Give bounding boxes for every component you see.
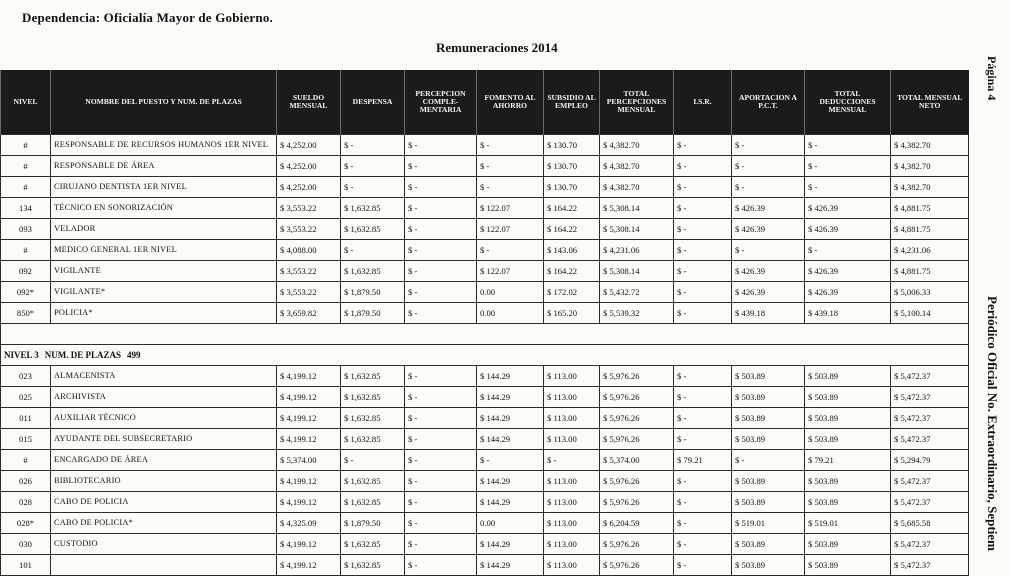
column-header: I.S.R. — [674, 70, 732, 135]
amount-cell: $ - — [674, 156, 732, 177]
nivel-cell: 092* — [1, 282, 51, 303]
amount-cell: $ 143.06 — [544, 240, 600, 261]
table-row — [1, 429, 969, 450]
amount-cell: $ 426.39 — [732, 261, 805, 282]
amount-cell: $ 6,204.59 — [600, 513, 674, 534]
amount-cell: $ - — [405, 135, 477, 156]
nivel-cell: # — [1, 156, 51, 177]
puesto-cell: BIBLIOTECARIO — [51, 471, 277, 492]
nivel-cell: # — [1, 450, 51, 471]
nivel-cell: 026 — [1, 471, 51, 492]
puesto-cell: VIGILANTE — [51, 261, 277, 282]
amount-cell: $ 5,976.26 — [600, 387, 674, 408]
amount-cell: $ 113.00 — [544, 555, 600, 576]
amount-cell: $ 4,325.09 — [277, 513, 341, 534]
table-row — [1, 513, 969, 534]
amount-cell: $ 113.00 — [544, 429, 600, 450]
amount-cell: $ - — [477, 177, 544, 198]
table-row — [1, 387, 969, 408]
amount-cell: $ 1,879.50 — [341, 303, 405, 324]
amount-cell: $ 113.00 — [544, 387, 600, 408]
amount-cell: $ 4,382.70 — [600, 135, 674, 156]
nivel-cell: 023 — [1, 366, 51, 387]
amount-cell: $ 503.89 — [805, 429, 891, 450]
amount-cell: $ - — [477, 135, 544, 156]
amount-cell: $ 4,382.70 — [891, 177, 969, 198]
amount-cell: $ 130.70 — [544, 177, 600, 198]
column-header: SUELDO MENSUAL — [277, 70, 341, 135]
amount-cell: $ 5,472.37 — [891, 408, 969, 429]
puesto-cell: ENCARGADO DE ÁREA — [51, 450, 277, 471]
amount-cell: $ - — [405, 303, 477, 324]
amount-cell: $ - — [732, 135, 805, 156]
amount-cell: $ 79.21 — [805, 450, 891, 471]
amount-cell: $ 1,879.50 — [341, 282, 405, 303]
table-row — [1, 219, 969, 240]
document-title: Remuneraciones 2014 — [436, 40, 558, 55]
column-header: NOMBRE DEL PUESTO Y NUM. DE PLAZAS — [51, 70, 277, 135]
amount-cell: 0.00 — [477, 513, 544, 534]
puesto-cell: MEDICO GENERAL 1ER NIVEL — [51, 240, 277, 261]
amount-cell: $ 426.39 — [805, 282, 891, 303]
amount-cell: $ 1,632.85 — [341, 366, 405, 387]
amount-cell: $ 113.00 — [544, 492, 600, 513]
amount-cell: $ - — [405, 198, 477, 219]
amount-cell: $ - — [732, 156, 805, 177]
amount-cell: $ 1,632.85 — [341, 492, 405, 513]
amount-cell: $ 113.00 — [544, 366, 600, 387]
amount-cell: $ 4,199.12 — [277, 429, 341, 450]
amount-cell: $ 439.18 — [732, 303, 805, 324]
puesto-cell — [51, 555, 277, 576]
table-row — [1, 408, 969, 429]
nivel-cell: 028* — [1, 513, 51, 534]
table-row — [1, 240, 969, 261]
amount-cell: $ 5,472.37 — [891, 387, 969, 408]
table-row — [1, 471, 969, 492]
table-row — [1, 198, 969, 219]
amount-cell: $ 5,685.58 — [891, 513, 969, 534]
nivel-cell: 850* — [1, 303, 51, 324]
amount-cell: $ 1,879.50 — [341, 513, 405, 534]
amount-cell: $ 519.01 — [732, 513, 805, 534]
amount-cell: $ 5,472.37 — [891, 366, 969, 387]
amount-cell: $ - — [341, 135, 405, 156]
nivel-cell: 134 — [1, 198, 51, 219]
amount-cell: 0.00 — [477, 282, 544, 303]
amount-cell: $ 503.89 — [805, 492, 891, 513]
amount-cell: $ - — [674, 471, 732, 492]
amount-cell: $ 5,976.26 — [600, 471, 674, 492]
puesto-cell: CIRUJANO DENTISTA 1ER NIVEL — [51, 177, 277, 198]
amount-cell: $ - — [405, 156, 477, 177]
amount-cell: $ 519.01 — [805, 513, 891, 534]
puesto-cell: AUXILIAR TÉCNICO — [51, 408, 277, 429]
amount-cell: $ 3,553.22 — [277, 282, 341, 303]
amount-cell: $ 144.29 — [477, 429, 544, 450]
column-header: DESPENSA — [341, 70, 405, 135]
amount-cell: $ 130.70 — [544, 156, 600, 177]
amount-cell: $ 5,308.14 — [600, 219, 674, 240]
amount-cell: $ - — [405, 534, 477, 555]
amount-cell: $ 5,006.33 — [891, 282, 969, 303]
amount-cell: $ 426.39 — [805, 261, 891, 282]
amount-cell: $ 5,308.14 — [600, 198, 674, 219]
table-header — [1, 70, 969, 135]
amount-cell: $ 5,976.26 — [600, 366, 674, 387]
amount-cell: $ - — [732, 240, 805, 261]
amount-cell: $ - — [405, 240, 477, 261]
amount-cell: $ 1,632.85 — [341, 198, 405, 219]
amount-cell: $ - — [674, 555, 732, 576]
amount-cell: $ 4,252.00 — [277, 135, 341, 156]
amount-cell: $ - — [405, 471, 477, 492]
amount-cell: $ - — [674, 240, 732, 261]
amount-cell: 0.00 — [477, 303, 544, 324]
amount-cell: $ 503.89 — [732, 492, 805, 513]
amount-cell: $ 1,632.85 — [341, 429, 405, 450]
amount-cell: $ - — [477, 450, 544, 471]
puesto-cell: AYUDANTE DEL SUBSECRETARIO — [51, 429, 277, 450]
puesto-cell: CABO DE POLICIA* — [51, 513, 277, 534]
amount-cell: $ 4,199.12 — [277, 534, 341, 555]
amount-cell: $ 144.29 — [477, 555, 544, 576]
amount-cell: $ 503.89 — [805, 471, 891, 492]
amount-cell: $ - — [405, 261, 477, 282]
amount-cell: $ 503.89 — [732, 555, 805, 576]
table-row — [1, 492, 969, 513]
amount-cell: $ - — [674, 513, 732, 534]
amount-cell: $ - — [674, 261, 732, 282]
amount-cell: $ - — [805, 156, 891, 177]
amount-cell: $ 5,472.37 — [891, 471, 969, 492]
spacer-cell — [1, 324, 969, 345]
spacer-row — [1, 324, 969, 345]
amount-cell: $ 503.89 — [732, 471, 805, 492]
amount-cell: $ - — [674, 429, 732, 450]
amount-cell: $ 439.18 — [805, 303, 891, 324]
amount-cell: $ 503.89 — [732, 408, 805, 429]
amount-cell: $ 503.89 — [805, 387, 891, 408]
puesto-cell: CABO DE POLICIA — [51, 492, 277, 513]
amount-cell: $ 5,374.00 — [600, 450, 674, 471]
amount-cell: $ 5,976.26 — [600, 555, 674, 576]
amount-cell: $ 3,553.22 — [277, 219, 341, 240]
amount-cell: $ - — [805, 240, 891, 261]
puesto-cell: RESPONSABLE DE RECURSOS HUMANOS 1ER NIVEL — [51, 135, 277, 156]
table-row — [1, 156, 969, 177]
amount-cell: $ 5,976.26 — [600, 429, 674, 450]
amount-cell: $ 1,632.85 — [341, 408, 405, 429]
column-header: TOTAL PERCEPCIONES MENSUAL — [600, 70, 674, 135]
nivel-cell: # — [1, 135, 51, 156]
amount-cell: $ 4,199.12 — [277, 387, 341, 408]
amount-cell: $ 4,881.75 — [891, 198, 969, 219]
amount-cell: $ 1,632.85 — [341, 219, 405, 240]
amount-cell: $ - — [732, 177, 805, 198]
amount-cell: $ - — [405, 492, 477, 513]
journal-label: Periódico Oficial No. Extraordinario, Septiem — [985, 296, 1000, 551]
amount-cell: $ - — [405, 366, 477, 387]
nivel-cell: 093 — [1, 219, 51, 240]
amount-cell: $ 426.39 — [805, 198, 891, 219]
amount-cell: $ 5,432.72 — [600, 282, 674, 303]
amount-cell: $ 5,472.37 — [891, 555, 969, 576]
amount-cell: $ - — [805, 177, 891, 198]
amount-cell: $ 144.29 — [477, 408, 544, 429]
amount-cell: $ - — [732, 450, 805, 471]
nivel-cell: 025 — [1, 387, 51, 408]
puesto-cell: RESPONSABLE DE ÁREA — [51, 156, 277, 177]
amount-cell: $ 4,881.75 — [891, 219, 969, 240]
puesto-cell: VELADOR — [51, 219, 277, 240]
table-row — [1, 366, 969, 387]
amount-cell: $ 5,472.37 — [891, 534, 969, 555]
amount-cell: $ - — [477, 156, 544, 177]
amount-cell: $ 4,881.75 — [891, 261, 969, 282]
puesto-cell: VIGILANTE* — [51, 282, 277, 303]
column-header: APORTACION A P.C.T. — [732, 70, 805, 135]
amount-cell: $ 164.22 — [544, 261, 600, 282]
amount-cell: $ 144.29 — [477, 471, 544, 492]
amount-cell: $ - — [405, 219, 477, 240]
amount-cell: $ - — [674, 387, 732, 408]
amount-cell: $ 5,539.32 — [600, 303, 674, 324]
puesto-cell: TÉCNICO EN SONORIZACIÓN — [51, 198, 277, 219]
amount-cell: $ - — [674, 408, 732, 429]
amount-cell: $ 503.89 — [732, 534, 805, 555]
amount-cell: $ 5,472.37 — [891, 429, 969, 450]
amount-cell: $ 4,231.06 — [891, 240, 969, 261]
amount-cell: $ 503.89 — [732, 366, 805, 387]
amount-cell: $ 164.22 — [544, 198, 600, 219]
nivel-cell: # — [1, 177, 51, 198]
amount-cell: $ - — [405, 408, 477, 429]
amount-cell: $ - — [405, 429, 477, 450]
level-nivel: NIVEL 3 — [4, 350, 39, 360]
amount-cell: $ - — [674, 492, 732, 513]
column-header: NIVEL — [1, 70, 51, 135]
amount-cell: $ 4,199.12 — [277, 366, 341, 387]
remuneraciones-table — [0, 70, 969, 576]
amount-cell: $ 1,632.85 — [341, 261, 405, 282]
puesto-cell: POLICIA* — [51, 303, 277, 324]
table-row — [1, 135, 969, 156]
amount-cell: $ 3,553.22 — [277, 198, 341, 219]
amount-cell: $ 122.07 — [477, 261, 544, 282]
amount-cell: $ 4,199.12 — [277, 471, 341, 492]
table-row — [1, 555, 969, 576]
amount-cell: $ 4,382.70 — [600, 156, 674, 177]
amount-cell: $ - — [341, 450, 405, 471]
amount-cell: $ - — [674, 282, 732, 303]
amount-cell: $ 4,199.12 — [277, 408, 341, 429]
amount-cell: $ 113.00 — [544, 408, 600, 429]
amount-cell: $ - — [341, 240, 405, 261]
nivel-cell: 101 — [1, 555, 51, 576]
amount-cell: $ 4,382.70 — [891, 156, 969, 177]
column-header: SUBSIDIO AL EMPLEO — [544, 70, 600, 135]
amount-cell: $ - — [405, 282, 477, 303]
amount-cell: $ 113.00 — [544, 513, 600, 534]
column-header: FOMENTO AL AHORRO — [477, 70, 544, 135]
amount-cell: $ 113.00 — [544, 534, 600, 555]
column-header: PERCEPCION COMPLE-MENTARIA — [405, 70, 477, 135]
amount-cell: $ - — [405, 555, 477, 576]
amount-cell: $ 4,382.70 — [891, 135, 969, 156]
amount-cell: $ 3,553.22 — [277, 261, 341, 282]
amount-cell: $ - — [405, 513, 477, 534]
table-row — [1, 450, 969, 471]
column-header: TOTAL DEDUCCIONES MENSUAL — [805, 70, 891, 135]
level-plazas-count: 499 — [127, 350, 141, 360]
amount-cell: $ 79.21 — [674, 450, 732, 471]
puesto-cell: CUSTODIO — [51, 534, 277, 555]
amount-cell: $ 503.89 — [732, 387, 805, 408]
nivel-cell: # — [1, 240, 51, 261]
amount-cell: $ - — [341, 177, 405, 198]
amount-cell: $ 113.00 — [544, 471, 600, 492]
amount-cell: $ 165.20 — [544, 303, 600, 324]
amount-cell: $ 503.89 — [732, 429, 805, 450]
amount-cell: $ 144.29 — [477, 534, 544, 555]
amount-cell: $ 5,294.79 — [891, 450, 969, 471]
amount-cell: $ 503.89 — [805, 555, 891, 576]
amount-cell: $ - — [674, 534, 732, 555]
amount-cell: $ 426.39 — [805, 219, 891, 240]
amount-cell: $ - — [341, 156, 405, 177]
amount-cell: $ 503.89 — [805, 366, 891, 387]
amount-cell: $ - — [674, 219, 732, 240]
level-plazas-label: NUM. DE PLAZAS — [44, 350, 122, 360]
nivel-cell: 092 — [1, 261, 51, 282]
amount-cell: $ 164.22 — [544, 219, 600, 240]
table-row — [1, 282, 969, 303]
amount-cell: $ 144.29 — [477, 387, 544, 408]
table-row — [1, 303, 969, 324]
level-group-label — [1, 345, 969, 366]
amount-cell: $ 426.39 — [732, 219, 805, 240]
table-row — [1, 534, 969, 555]
amount-cell: $ 3,659.82 — [277, 303, 341, 324]
amount-cell: $ - — [805, 135, 891, 156]
column-header: TOTAL MENSUAL NETO — [891, 70, 969, 135]
amount-cell: $ 1,632.85 — [341, 534, 405, 555]
amount-cell: $ 4,231.06 — [600, 240, 674, 261]
amount-cell: $ - — [674, 135, 732, 156]
amount-cell: $ 122.07 — [477, 198, 544, 219]
nivel-cell: 030 — [1, 534, 51, 555]
nivel-cell: 015 — [1, 429, 51, 450]
amount-cell: $ 4,252.00 — [277, 156, 341, 177]
amount-cell: $ - — [674, 366, 732, 387]
nivel-cell: 028 — [1, 492, 51, 513]
amount-cell: $ 4,382.70 — [600, 177, 674, 198]
table-row — [1, 261, 969, 282]
amount-cell: $ 1,632.85 — [341, 387, 405, 408]
nivel-cell: 011 — [1, 408, 51, 429]
puesto-cell: ARCHIVISTA — [51, 387, 277, 408]
header-row — [1, 70, 969, 135]
amount-cell: $ 4,088.00 — [277, 240, 341, 261]
level-group-row — [1, 345, 969, 366]
amount-cell: $ - — [674, 198, 732, 219]
amount-cell: $ - — [405, 177, 477, 198]
amount-cell: $ 1,632.85 — [341, 471, 405, 492]
amount-cell: $ 4,199.12 — [277, 492, 341, 513]
dependencia-heading: Dependencia: Oficialía Mayor de Gobierno. — [22, 10, 273, 25]
amount-cell: $ 5,100.14 — [891, 303, 969, 324]
amount-cell: $ 130.70 — [544, 135, 600, 156]
amount-cell: $ 144.29 — [477, 492, 544, 513]
amount-cell: $ 5,976.26 — [600, 534, 674, 555]
amount-cell: $ - — [477, 240, 544, 261]
amount-cell: $ - — [674, 177, 732, 198]
amount-cell: $ - — [544, 450, 600, 471]
amount-cell: $ 144.29 — [477, 366, 544, 387]
amount-cell: $ - — [405, 387, 477, 408]
amount-cell: $ 5,308.14 — [600, 261, 674, 282]
amount-cell: $ 4,199.12 — [277, 555, 341, 576]
amount-cell: $ 5,976.26 — [600, 408, 674, 429]
puesto-cell: ALMACENISTA — [51, 366, 277, 387]
amount-cell: $ 426.39 — [732, 282, 805, 303]
amount-cell: $ 1,632.85 — [341, 555, 405, 576]
amount-cell: $ - — [405, 450, 477, 471]
amount-cell: $ 122.07 — [477, 219, 544, 240]
amount-cell: $ 426.39 — [732, 198, 805, 219]
amount-cell: $ 5,472.37 — [891, 492, 969, 513]
amount-cell: $ - — [674, 303, 732, 324]
amount-cell: $ 5,976.26 — [600, 492, 674, 513]
amount-cell: $ 503.89 — [805, 408, 891, 429]
table-body — [1, 135, 969, 576]
amount-cell: $ 5,374.00 — [277, 450, 341, 471]
amount-cell: $ 172.02 — [544, 282, 600, 303]
amount-cell: $ 4,252.00 — [277, 177, 341, 198]
amount-cell: $ 503.89 — [805, 534, 891, 555]
table-row — [1, 177, 969, 198]
page-number-label: Página 4 — [985, 56, 999, 101]
